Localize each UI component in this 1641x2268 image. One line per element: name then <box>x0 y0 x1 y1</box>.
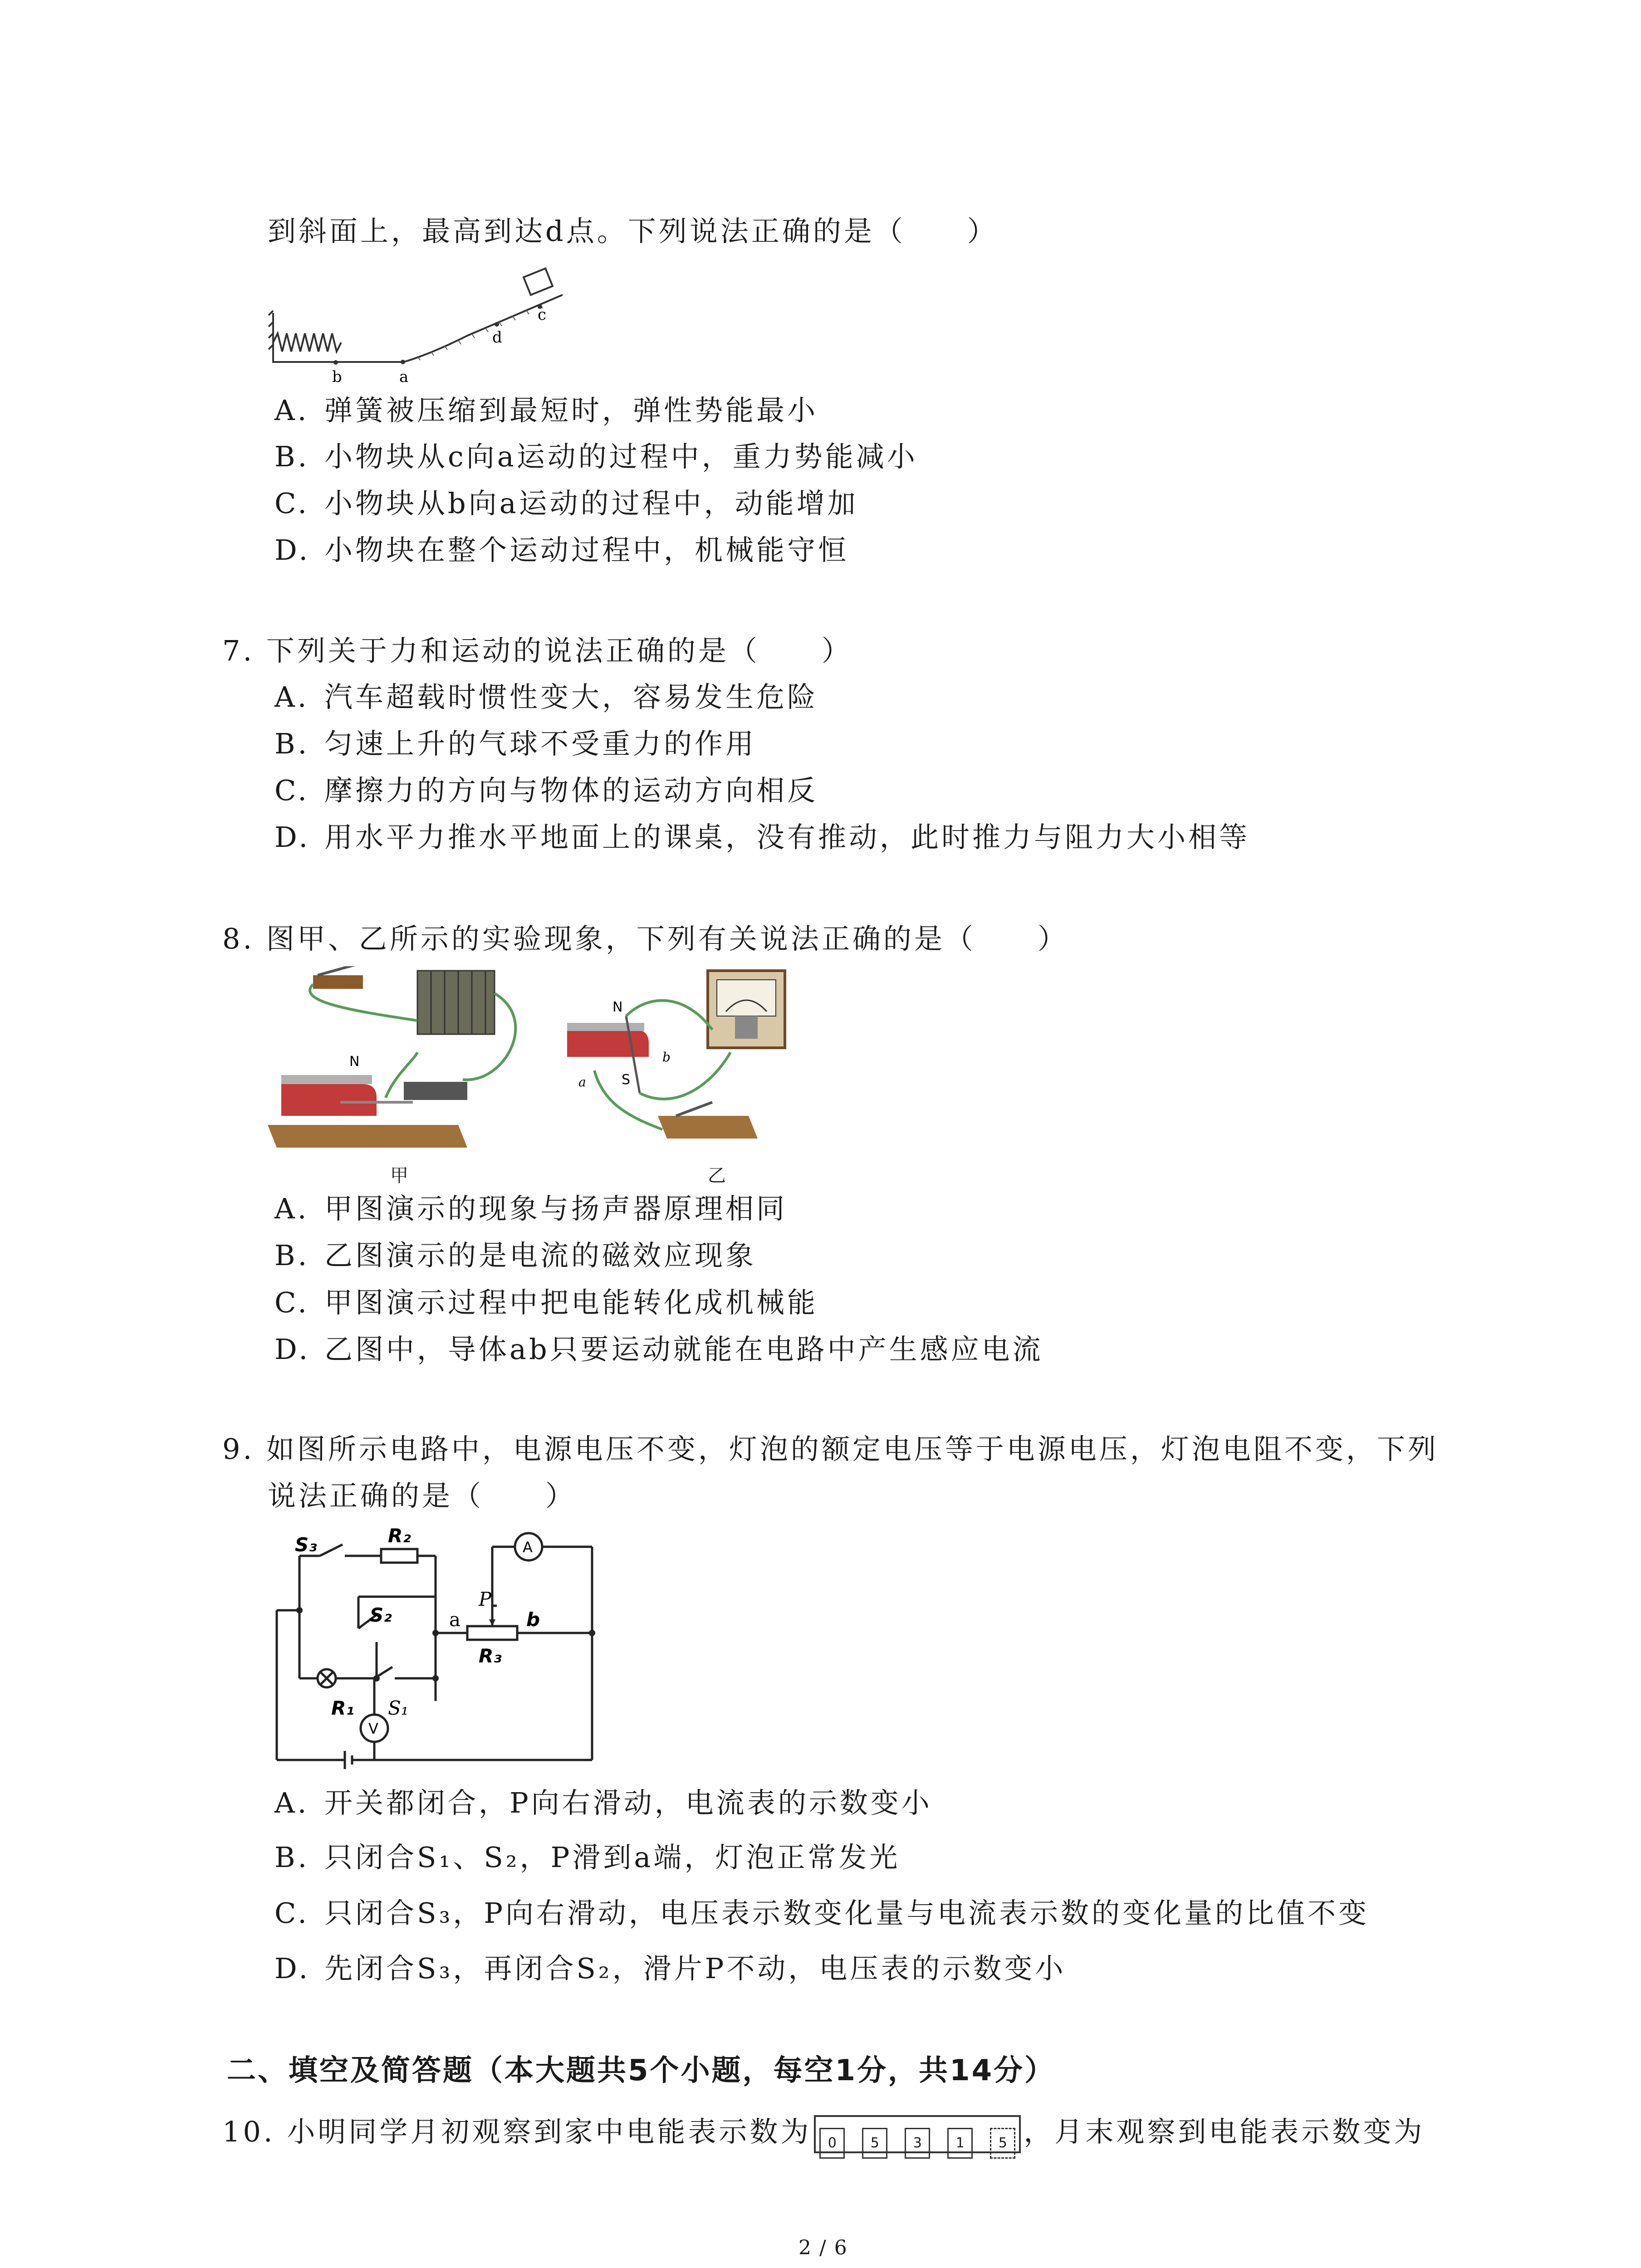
q8-experiment-figure-yi <box>558 966 812 1166</box>
section-title: 二、填空及简答题（本大题共5个小题，每空1分，共14分） <box>227 2054 1056 2087</box>
label-n-jia: N <box>349 1054 360 1070</box>
label-r3: R₃ <box>479 1645 502 1667</box>
label-d: d <box>492 328 502 347</box>
label-r2: R₂ <box>388 1525 411 1547</box>
label-s1: S₁ <box>388 1697 409 1719</box>
q6-option-c: C. 小物块从b向a运动的过程中，动能增加 <box>274 487 858 520</box>
q9-option-b: B. 只闭合S₁、S₂，P滑到a端，灯泡正常发光 <box>274 1841 901 1874</box>
q9-option-c: C. 只闭合S₃，P向右滑动，电压表示数变化量与电流表示数的变化量的比值不变 <box>274 1897 1370 1930</box>
q9-circuit-diagram <box>268 1524 612 1783</box>
label-a-yi: a <box>578 1075 586 1090</box>
q10-stem: 10. 小明同学月初观察到家中电能表示数为 0 5 3 1 5 ，月末观察到电能表示数变为 <box>222 2114 1425 2153</box>
q6-stem: 到斜面上，最高到达d点。下列说法正确的是（ ） <box>268 215 998 248</box>
electric-meter-reading: 0 5 3 1 5 <box>814 2115 1021 2153</box>
q8-option-b: B. 乙图演示的是电流的磁效应现象 <box>274 1239 757 1272</box>
label-b-end: b <box>526 1608 540 1631</box>
q7-option-b: B. 匀速上升的气球不受重力的作用 <box>274 727 757 760</box>
label-a: a <box>399 368 409 386</box>
q6-option-d: D. 小物块在整个运动过程中，机械能守恒 <box>274 533 849 567</box>
label-b-yi: b <box>662 1050 671 1065</box>
page-number: 2 / 6 <box>798 2236 848 2259</box>
label-r1: R₁ <box>331 1697 354 1719</box>
label-n-yi: N <box>612 999 623 1015</box>
label-s3: S₃ <box>295 1534 317 1556</box>
ammeter-label: A <box>523 1539 533 1556</box>
q9-stem-line1: 9. 如图所示电路中，电源电压不变，灯泡的额定电压等于电源电压，灯泡电阻不变，下列 <box>222 1432 1439 1466</box>
q6-option-b: B. 小物块从c向a运动的过程中，重力势能减小 <box>274 440 918 473</box>
caption-jia: 甲 <box>390 1165 408 1186</box>
q8-option-c: C. 甲图演示过程中把电能转化成机械能 <box>274 1286 818 1319</box>
q8-option-d: D. 乙图中，导体ab只要运动就能在电路中产生感应电流 <box>274 1333 1043 1366</box>
caption-yi: 乙 <box>708 1165 726 1186</box>
q6-spring-incline-figure <box>268 263 603 390</box>
label-c: c <box>538 306 547 324</box>
label-s-yi: S <box>622 1072 631 1088</box>
q8-option-a: A. 甲图演示的现象与扬声器原理相同 <box>274 1192 788 1225</box>
q7-stem: 7. 下列关于力和运动的说法正确的是（ ） <box>222 634 852 667</box>
q7-option-a: A. 汽车超载时惯性变大，容易发生危险 <box>274 680 818 714</box>
q9-stem-line2: 说法正确的是（ ） <box>268 1479 577 1512</box>
label-a-end: a <box>449 1608 461 1631</box>
q6-option-a: A. 弹簧被压缩到最短时，弹性势能最小 <box>274 394 818 427</box>
label-b: b <box>332 368 342 386</box>
q7-option-d: D. 用水平力推水平地面上的课桌，没有推动，此时推力与阻力大小相等 <box>274 821 1250 854</box>
q8-experiment-figure-jia <box>268 966 531 1166</box>
q9-option-d: D. 先闭合S₃，再闭合S₂，滑片P不动，电压表的示数变小 <box>274 1952 1066 1985</box>
label-p: P <box>479 1588 492 1610</box>
voltmeter-label: V <box>368 1720 378 1737</box>
label-s2: S₂ <box>370 1604 392 1626</box>
q9-option-a: A. 开关都闭合，P向右滑动，电流表的示数变小 <box>274 1786 932 1819</box>
q7-option-c: C. 摩擦力的方向与物体的运动方向相反 <box>274 774 818 807</box>
q8-stem: 8. 图甲、乙所示的实验现象，下列有关说法正确的是（ ） <box>222 922 1068 955</box>
